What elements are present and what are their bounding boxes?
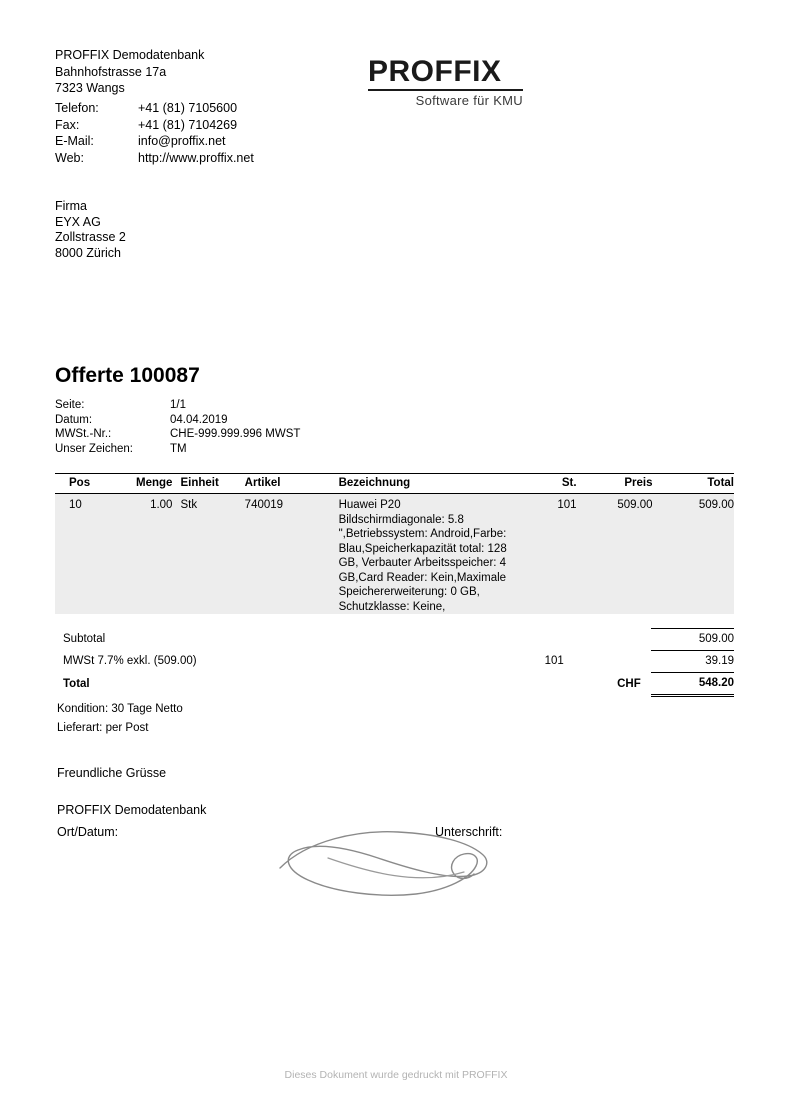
total-currency: CHF bbox=[617, 677, 641, 690]
contact-row-telefon bbox=[55, 100, 254, 117]
contact-row-fax bbox=[55, 117, 254, 134]
sender-contact-block bbox=[55, 100, 254, 166]
contact-value-fax: +41 (81) 7104269 bbox=[138, 117, 238, 132]
subtotal-value: 509.00 bbox=[651, 629, 734, 651]
recipient-line-3: Zollstrasse 2 bbox=[55, 230, 126, 244]
document-meta bbox=[55, 398, 300, 456]
meta-label-mwstnr: MWSt.-Nr.: bbox=[55, 428, 112, 440]
sender-line-1: PROFFIX Demodatenbank bbox=[55, 48, 205, 62]
sender-address bbox=[55, 47, 204, 97]
meta-value-zeichen: TM bbox=[170, 442, 187, 455]
sender-line-2: Bahnhofstrasse 17a bbox=[55, 64, 167, 79]
meta-label-datum: Datum: bbox=[55, 413, 93, 426]
contact-label-telefon: Telefon: bbox=[55, 101, 99, 115]
cell-total: 509.00 bbox=[698, 499, 734, 511]
recipient-line-1: Firma bbox=[55, 199, 87, 213]
contact-label-fax: Fax: bbox=[55, 117, 80, 132]
recipient-address bbox=[55, 199, 126, 261]
sender-line-3: 7323 Wangs bbox=[55, 81, 125, 95]
subtotal-label: Subtotal bbox=[63, 633, 106, 645]
subtotal-currency bbox=[564, 629, 651, 651]
meta-value-seite: 1/1 bbox=[170, 399, 186, 411]
cell-bezeichnung-description: Bildschirmdiagonale: 5.8 ",Betriebssystem: Android,Farbe: Blau,Speicherkapazität total: 128 GB, Verbauter Arbeitsspeicher: 4 GB,Card Reader: Kein,Maximale Speichererweiterung: 0 GB, Schutzklasse: Keine, bbox=[338, 513, 507, 613]
cell-bezeichnung bbox=[335, 494, 532, 615]
condition-kondition: Kondition: 30 Tage Netto bbox=[57, 703, 183, 715]
meta-value-datum: 04.04.2019 bbox=[170, 413, 228, 426]
cell-pos: 10 bbox=[69, 499, 82, 511]
cell-st: 101 bbox=[557, 499, 577, 511]
handwritten-signature-icon bbox=[268, 828, 518, 908]
cell-menge: 1.00 bbox=[150, 499, 173, 511]
totals-row-subtotal bbox=[55, 629, 734, 651]
header-st: St. bbox=[531, 474, 576, 494]
contact-value-telefon: +41 (81) 7105600 bbox=[138, 101, 238, 115]
total-value: 548.20 bbox=[651, 673, 734, 696]
meta-label-zeichen: Unser Zeichen: bbox=[55, 442, 133, 455]
table-row bbox=[55, 494, 734, 615]
logo-divider bbox=[368, 89, 523, 91]
subtotal-st bbox=[481, 629, 563, 651]
vat-st: 101 bbox=[544, 655, 564, 667]
closing-block bbox=[57, 755, 206, 829]
meta-row-datum bbox=[55, 413, 300, 428]
totals-section bbox=[55, 628, 734, 697]
footer-note: Dieses Dokument wurde gedruckt mit PROFFIX bbox=[284, 1069, 508, 1081]
company-logo bbox=[368, 57, 588, 108]
vat-value: 39.19 bbox=[651, 651, 734, 673]
header-pos: Pos bbox=[55, 474, 111, 494]
cell-preis: 509.00 bbox=[617, 499, 653, 511]
page-title: Offerte 100087 bbox=[55, 364, 200, 387]
logo-tagline: Software für KMU bbox=[415, 93, 523, 108]
header-bezeichnung: Bezeichnung bbox=[335, 474, 532, 494]
contact-label-web: Web: bbox=[55, 150, 84, 165]
total-label: Total bbox=[63, 677, 90, 690]
header-preis: Preis bbox=[577, 474, 653, 494]
totals-row-vat bbox=[55, 651, 734, 673]
contact-row-email bbox=[55, 133, 254, 150]
cell-bezeichnung-title: Huawei P20 bbox=[338, 499, 401, 511]
line-items-table bbox=[55, 473, 734, 614]
meta-row-zeichen bbox=[55, 442, 300, 457]
header-menge: Menge bbox=[111, 474, 173, 494]
table-header-row bbox=[55, 474, 734, 494]
condition-lieferart: Lieferart: per Post bbox=[57, 722, 149, 734]
contact-value-email[interactable]: info@proffix.net bbox=[138, 134, 226, 148]
total-st bbox=[481, 673, 563, 696]
closing-greeting: Freundliche Grüsse bbox=[57, 766, 167, 780]
recipient-line-4: 8000 Zürich bbox=[55, 245, 122, 260]
header-einheit: Einheit bbox=[172, 474, 236, 494]
conditions-block bbox=[57, 700, 183, 738]
meta-row-seite bbox=[55, 398, 300, 413]
vat-currency bbox=[564, 651, 651, 673]
header-total: Total bbox=[653, 474, 734, 494]
closing-company: PROFFIX Demodatenbank bbox=[57, 803, 207, 817]
contact-value-web[interactable]: http://www.proffix.net bbox=[138, 150, 254, 165]
vat-label: MWSt 7.7% exkl. (509.00) bbox=[63, 655, 197, 667]
meta-row-mwstnr bbox=[55, 427, 300, 442]
meta-value-mwstnr: CHE-999.999.996 MWST bbox=[170, 428, 301, 440]
totals-row-total bbox=[55, 673, 734, 696]
contact-row-web bbox=[55, 150, 254, 167]
recipient-line-2: EYX AG bbox=[55, 214, 101, 229]
header-artikel: Artikel bbox=[237, 474, 335, 494]
logo-wordmark: PROFFIX bbox=[368, 55, 502, 88]
cell-einheit: Stk bbox=[180, 499, 198, 511]
place-date-label: Ort/Datum: bbox=[57, 825, 119, 839]
cell-artikel: 740019 bbox=[244, 499, 284, 511]
signature-label: Unterschrift: bbox=[435, 825, 503, 839]
meta-label-seite: Seite: bbox=[55, 399, 85, 411]
contact-label-email: E-Mail: bbox=[55, 134, 94, 148]
